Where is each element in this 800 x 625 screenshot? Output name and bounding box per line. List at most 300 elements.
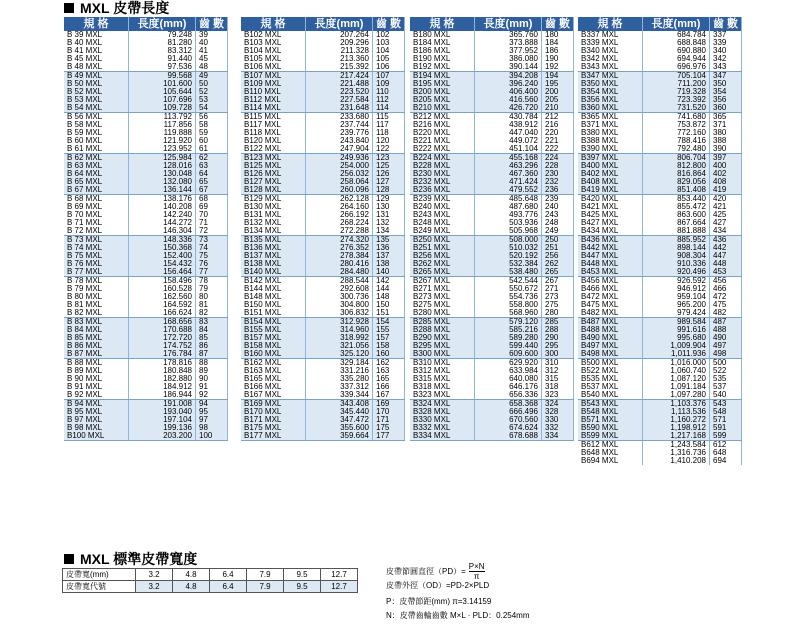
belt-teeth-cell: 136 xyxy=(373,244,405,252)
belt-length-cell: 520.192 xyxy=(475,252,542,260)
belt-length-cell: 505.968 xyxy=(475,227,542,236)
belt-length-cell: 908.304 xyxy=(643,252,710,260)
belt-spec-cell: B 39 MXL xyxy=(64,31,129,39)
belt-length-cell: 264.160 xyxy=(306,203,373,211)
belt-length-cell: 694.944 xyxy=(643,55,710,63)
belt-teeth-cell: 104 xyxy=(373,47,405,55)
belt-spec-cell: B232 MXL xyxy=(410,178,475,186)
belt-length-cell: 347.472 xyxy=(306,416,373,424)
belt-teeth-cell: 347 xyxy=(710,72,742,81)
col-header-spec: 規 格 xyxy=(578,17,643,31)
belt-length-cell: 991.616 xyxy=(643,326,710,334)
belt-spec-cell: B 53 MXL xyxy=(64,96,129,104)
belt-spec-cell: B420 MXL xyxy=(578,195,643,204)
belt-length-cell: 223.520 xyxy=(306,88,373,96)
belt-length-cell: 863.600 xyxy=(643,211,710,219)
belt-spec-cell: B103 MXL xyxy=(241,39,306,47)
belt-length-cell: 554.736 xyxy=(475,293,542,301)
belt-teeth-cell: 402 xyxy=(710,170,742,178)
belt-spec-cell: B371 MXL xyxy=(578,121,643,129)
belt-teeth-cell: 41 xyxy=(196,47,228,55)
belt-teeth-cell: 571 xyxy=(710,416,742,424)
belt-length-cell: 542.544 xyxy=(475,277,542,286)
belt-length-cell: 211.328 xyxy=(306,47,373,55)
belt-spec-cell: B318 MXL xyxy=(410,383,475,391)
belt-spec-cell: B 45 MXL xyxy=(64,55,129,63)
width-code: 12.7 xyxy=(321,581,358,593)
belt-length-cell: 426.720 xyxy=(475,104,542,113)
belt-spec-cell: B109 MXL xyxy=(241,80,306,88)
belt-teeth-cell: 200 xyxy=(542,88,574,96)
belt-teeth-cell: 67 xyxy=(196,186,228,195)
belt-length-cell: 881.888 xyxy=(643,227,710,236)
belt-spec-cell: B453 MXL xyxy=(578,268,643,277)
belt-length-cell: 99.568 xyxy=(129,72,196,81)
belt-length-cell: 1,097.280 xyxy=(643,391,710,400)
belt-length-table xyxy=(578,17,742,465)
belt-spec-cell: B144 MXL xyxy=(241,285,306,293)
belt-teeth-cell: 232 xyxy=(542,178,574,186)
belt-teeth-cell: 339 xyxy=(710,39,742,47)
belt-length-cell: 256.032 xyxy=(306,170,373,178)
belt-length-cell: 629.920 xyxy=(475,359,542,368)
belt-length-cell: 386.080 xyxy=(475,55,542,63)
belt-teeth-cell: 177 xyxy=(373,432,405,441)
belt-spec-cell: B 58 MXL xyxy=(64,121,129,129)
belt-length-cell: 156.464 xyxy=(129,268,196,277)
belt-length-cell: 331.216 xyxy=(306,367,373,375)
belt-teeth-cell: 103 xyxy=(373,39,405,47)
belt-teeth-cell: 425 xyxy=(710,211,742,219)
belt-length-cell: 656.336 xyxy=(475,391,542,400)
belt-length-cell: 97.536 xyxy=(129,63,196,72)
belt-spec-cell: B290 MXL xyxy=(410,334,475,342)
belt-spec-cell: B334 MXL xyxy=(410,432,475,441)
col-header-teeth: 齒 數 xyxy=(542,17,574,31)
width-row-label: 皮帶寬代號 xyxy=(63,581,136,593)
belt-teeth-cell: 128 xyxy=(373,186,405,195)
belt-length-cell: 467.360 xyxy=(475,170,542,178)
section-title-width xyxy=(64,551,197,567)
belt-teeth-cell: 290 xyxy=(542,334,574,342)
belt-length-cell: 792.480 xyxy=(643,145,710,154)
belt-length-cell: 292.608 xyxy=(306,285,373,293)
belt-spec-cell: B 91 MXL xyxy=(64,383,129,391)
belt-length-cell: 197.104 xyxy=(129,416,196,424)
belt-teeth-cell: 475 xyxy=(710,301,742,309)
belt-length-cell: 280.416 xyxy=(306,260,373,268)
belt-spec-cell: B224 MXL xyxy=(410,154,475,163)
belt-spec-cell: B288 MXL xyxy=(410,326,475,334)
belt-spec-cell: B194 MXL xyxy=(410,72,475,81)
belt-teeth-cell: 155 xyxy=(373,326,405,334)
belt-spec-cell: B 74 MXL xyxy=(64,244,129,252)
table-header-row xyxy=(241,17,405,31)
belt-spec-cell: B402 MXL xyxy=(578,170,643,178)
belt-teeth-cell: 167 xyxy=(373,391,405,400)
belt-length-cell: 121.920 xyxy=(129,137,196,145)
belt-teeth-cell: 380 xyxy=(710,129,742,137)
belt-length-cell: 125.984 xyxy=(129,154,196,163)
belt-teeth-cell: 135 xyxy=(373,236,405,245)
belt-spec-cell: B195 MXL xyxy=(410,80,475,88)
belt-spec-cell: B354 MXL xyxy=(578,88,643,96)
belt-teeth-cell: 251 xyxy=(542,244,574,252)
belt-spec-cell: B100 MXL xyxy=(64,432,129,441)
belt-length-cell: 140.208 xyxy=(129,203,196,211)
belt-teeth-cell: 39 xyxy=(196,31,228,39)
width-code: 6.4 xyxy=(210,581,247,593)
belt-teeth-cell: 132 xyxy=(373,219,405,227)
belt-teeth-cell: 129 xyxy=(373,195,405,204)
belt-length-cell: 666.496 xyxy=(475,408,542,416)
belt-spec-cell: B 49 MXL xyxy=(64,72,129,81)
belt-spec-cell: B 82 MXL xyxy=(64,309,129,318)
belt-length-cell: 191.008 xyxy=(129,400,196,409)
width-row-code xyxy=(63,581,358,593)
belt-teeth-cell: 324 xyxy=(542,400,574,409)
belt-length-cell: 91.440 xyxy=(129,55,196,63)
col-header-teeth: 齒 數 xyxy=(710,17,742,31)
belt-spec-cell: B 61 MXL xyxy=(64,145,129,154)
belt-spec-cell: B 77 MXL xyxy=(64,268,129,277)
belt-teeth-cell: 105 xyxy=(373,55,405,63)
belt-teeth-cell: 79 xyxy=(196,285,228,293)
belt-teeth-cell: 180 xyxy=(542,31,574,39)
belt-teeth-cell: 230 xyxy=(542,170,574,178)
belt-spec-cell: B104 MXL xyxy=(241,47,306,55)
belt-length-cell: 885.952 xyxy=(643,236,710,245)
belt-length-cell: 1,316.736 xyxy=(643,449,710,457)
belt-teeth-cell: 52 xyxy=(196,88,228,96)
belt-length-cell: 128.016 xyxy=(129,162,196,170)
belt-spec-cell: B535 MXL xyxy=(578,375,643,383)
belt-length-cell: 373.888 xyxy=(475,39,542,47)
belt-spec-cell: B390 MXL xyxy=(578,145,643,154)
belt-spec-cell: B427 MXL xyxy=(578,219,643,227)
belt-teeth-cell: 343 xyxy=(710,63,742,72)
belt-teeth-cell: 332 xyxy=(542,424,574,432)
belt-spec-cell: B 84 MXL xyxy=(64,326,129,334)
belt-spec-cell: B157 MXL xyxy=(241,334,306,342)
belt-teeth-cell: 390 xyxy=(710,145,742,154)
table-header-row xyxy=(64,17,228,31)
belt-spec-cell: B163 MXL xyxy=(241,367,306,375)
belt-teeth-cell: 138 xyxy=(373,260,405,268)
belt-teeth-cell: 134 xyxy=(373,227,405,236)
belt-teeth-cell: 142 xyxy=(373,277,405,286)
belt-length-cell: 239.776 xyxy=(306,129,373,137)
belt-teeth-cell: 271 xyxy=(542,285,574,293)
belt-length-cell: 314.960 xyxy=(306,326,373,334)
belt-spec-cell: B205 MXL xyxy=(410,96,475,104)
belt-length-cell: 105.644 xyxy=(129,88,196,96)
belt-spec-cell: B112 MXL xyxy=(241,96,306,104)
belt-length-cell: 284.480 xyxy=(306,268,373,277)
col-header-length: 長度(mm) xyxy=(475,17,542,31)
belt-spec-cell: B648 MXL xyxy=(578,449,643,457)
belt-spec-cell: B 54 MXL xyxy=(64,104,129,113)
belt-spec-cell: B466 MXL xyxy=(578,285,643,293)
belt-teeth-cell: 388 xyxy=(710,137,742,145)
belt-spec-cell: B 76 MXL xyxy=(64,260,129,268)
belt-length-cell: 184.912 xyxy=(129,383,196,391)
belt-spec-cell: B612 MXL xyxy=(578,441,643,450)
belt-length-cell: 711.200 xyxy=(643,80,710,88)
belt-spec-cell: B342 MXL xyxy=(578,55,643,63)
belt-spec-cell: B397 MXL xyxy=(578,154,643,163)
belt-length-cell: 359.664 xyxy=(306,432,373,441)
belt-teeth-cell: 548 xyxy=(710,408,742,416)
belt-length-cell: 117.856 xyxy=(129,121,196,129)
belt-length-cell: 449.072 xyxy=(475,137,542,145)
belt-length-cell: 209.296 xyxy=(306,39,373,47)
belt-teeth-cell: 122 xyxy=(373,145,405,154)
belt-teeth-cell: 487 xyxy=(710,318,742,327)
section-title-length xyxy=(64,0,169,16)
belt-teeth-cell: 126 xyxy=(373,170,405,178)
belt-teeth-cell: 107 xyxy=(373,72,405,81)
belt-teeth-cell: 100 xyxy=(196,432,228,441)
belt-spec-cell: B 89 MXL xyxy=(64,367,129,375)
belt-teeth-cell: 175 xyxy=(373,424,405,432)
belt-spec-cell: B162 MXL xyxy=(241,359,306,368)
belt-teeth-cell: 221 xyxy=(542,137,574,145)
belt-spec-cell: B262 MXL xyxy=(410,260,475,268)
belt-teeth-cell: 62 xyxy=(196,154,228,163)
belt-teeth-cell: 106 xyxy=(373,63,405,72)
belt-spec-cell: B 80 MXL xyxy=(64,293,129,301)
belt-spec-cell: B571 MXL xyxy=(578,416,643,424)
belt-length-cell: 243.840 xyxy=(306,137,373,145)
belt-length-cell: 79.248 xyxy=(129,31,196,39)
belt-spec-cell: B 52 MXL xyxy=(64,88,129,96)
belt-spec-cell: B448 MXL xyxy=(578,260,643,268)
belt-teeth-cell: 315 xyxy=(542,375,574,383)
belt-spec-cell: B323 MXL xyxy=(410,391,475,400)
belt-length-cell: 910.336 xyxy=(643,260,710,268)
belt-teeth-cell: 92 xyxy=(196,391,228,400)
belt-spec-cell: B365 MXL xyxy=(578,113,643,122)
belt-length-cell: 390.144 xyxy=(475,63,542,72)
width-code: 9.5 xyxy=(284,581,321,593)
belt-teeth-cell: 447 xyxy=(710,252,742,260)
belt-length-cell: 227.584 xyxy=(306,96,373,104)
belt-teeth-cell: 342 xyxy=(710,55,742,63)
belt-teeth-cell: 328 xyxy=(542,408,574,416)
belt-length-cell: 995.680 xyxy=(643,334,710,342)
belt-spec-cell: B421 MXL xyxy=(578,203,643,211)
belt-teeth-cell: 240 xyxy=(542,203,574,211)
belt-length-cell: 144.272 xyxy=(129,219,196,227)
width-code: 4.8 xyxy=(173,581,210,593)
belt-length-cell: 325.120 xyxy=(306,350,373,359)
belt-teeth-cell: 228 xyxy=(542,162,574,170)
belt-teeth-cell: 537 xyxy=(710,383,742,391)
belt-spec-cell: B 98 MXL xyxy=(64,424,129,432)
belt-spec-cell: B436 MXL xyxy=(578,236,643,245)
belt-spec-cell: B256 MXL xyxy=(410,252,475,260)
belt-teeth-cell: 310 xyxy=(542,359,574,368)
belt-teeth-cell: 275 xyxy=(542,301,574,309)
belt-length-cell: 170.688 xyxy=(129,326,196,334)
belt-teeth-cell: 466 xyxy=(710,285,742,293)
belt-teeth-cell: 86 xyxy=(196,342,228,350)
belt-teeth-cell: 249 xyxy=(542,227,574,236)
belt-length-cell: 152.400 xyxy=(129,252,196,260)
belt-length-cell: 312.928 xyxy=(306,318,373,327)
belt-spec-cell: B123 MXL xyxy=(241,154,306,163)
belt-teeth-cell: 222 xyxy=(542,145,574,154)
belt-length-cell: 146.304 xyxy=(129,227,196,236)
belt-spec-cell: B 59 MXL xyxy=(64,129,129,137)
width-row-mm xyxy=(63,569,358,581)
belt-spec-cell: B300 MXL xyxy=(410,350,475,359)
table-row xyxy=(410,432,574,441)
belt-spec-cell: B590 MXL xyxy=(578,424,643,432)
belt-spec-cell: B118 MXL xyxy=(241,129,306,137)
belt-length-cell: 306.832 xyxy=(306,309,373,318)
belt-teeth-cell: 170 xyxy=(373,408,405,416)
belt-length-cell: 335.280 xyxy=(306,375,373,383)
belt-teeth-cell: 356 xyxy=(710,96,742,104)
belt-length-cell: 276.352 xyxy=(306,244,373,252)
belt-teeth-cell: 109 xyxy=(373,80,405,88)
belt-spec-cell: B212 MXL xyxy=(410,113,475,122)
belt-teeth-cell: 371 xyxy=(710,121,742,129)
belt-length-cell: 438.912 xyxy=(475,121,542,129)
table-header-row xyxy=(410,17,574,31)
belt-spec-cell: B128 MXL xyxy=(241,186,306,195)
belt-spec-cell: B285 MXL xyxy=(410,318,475,327)
belt-spec-cell: B186 MXL xyxy=(410,47,475,55)
belt-length-cell: 345.440 xyxy=(306,408,373,416)
belt-spec-cell: B177 MXL xyxy=(241,432,306,441)
width-value: 3.2 xyxy=(136,569,173,581)
belt-length-cell: 1,410.208 xyxy=(643,457,710,465)
belt-teeth-cell: 442 xyxy=(710,244,742,252)
belt-length-cell: 979.424 xyxy=(643,309,710,318)
belt-teeth-cell: 68 xyxy=(196,195,228,204)
belt-length-cell: 288.544 xyxy=(306,277,373,286)
belt-length-cell: 162.560 xyxy=(129,293,196,301)
belt-spec-cell: B107 MXL xyxy=(241,72,306,81)
belt-spec-cell: B 73 MXL xyxy=(64,236,129,245)
belt-spec-cell: B540 MXL xyxy=(578,391,643,400)
belt-spec-cell: B131 MXL xyxy=(241,211,306,219)
belt-teeth-cell: 137 xyxy=(373,252,405,260)
table-header-row xyxy=(578,17,742,31)
belt-spec-cell: B190 MXL xyxy=(410,55,475,63)
belt-teeth-cell: 220 xyxy=(542,129,574,137)
belt-spec-cell: B340 MXL xyxy=(578,47,643,55)
belt-teeth-cell: 312 xyxy=(542,367,574,375)
belt-teeth-cell: 148 xyxy=(373,293,405,301)
belt-length-cell: 231.648 xyxy=(306,104,373,113)
belt-teeth-cell: 160 xyxy=(373,350,405,359)
belt-spec-cell: B184 MXL xyxy=(410,39,475,47)
belt-length-cell: 485.648 xyxy=(475,195,542,204)
belt-teeth-cell: 114 xyxy=(373,104,405,113)
belt-spec-cell: B265 MXL xyxy=(410,268,475,277)
belt-length-cell: 233.680 xyxy=(306,113,373,122)
belt-teeth-cell: 195 xyxy=(542,80,574,88)
width-table xyxy=(62,568,358,593)
col-header-length: 長度(mm) xyxy=(643,17,710,31)
length-table-2 xyxy=(241,17,405,441)
belt-spec-cell: B482 MXL xyxy=(578,309,643,318)
belt-spec-cell: B 63 MXL xyxy=(64,162,129,170)
belt-spec-cell: B 56 MXL xyxy=(64,113,129,122)
belt-length-cell: 1,011.936 xyxy=(643,350,710,359)
belt-spec-cell: B 71 MXL xyxy=(64,219,129,227)
belt-teeth-cell: 273 xyxy=(542,293,574,301)
belt-spec-cell: B500 MXL xyxy=(578,359,643,368)
belt-length-cell: 254.000 xyxy=(306,162,373,170)
length-table-3 xyxy=(410,17,574,441)
belt-teeth-cell: 300 xyxy=(542,350,574,359)
belt-length-cell: 855.472 xyxy=(643,203,710,211)
belt-length-cell: 829.056 xyxy=(643,178,710,186)
belt-spec-cell: B419 MXL xyxy=(578,186,643,195)
belt-spec-cell: B167 MXL xyxy=(241,391,306,400)
belt-length-cell: 343.408 xyxy=(306,400,373,409)
belt-length-cell: 1,016.000 xyxy=(643,359,710,368)
belt-length-cell: 806.704 xyxy=(643,154,710,163)
belt-spec-cell: B 85 MXL xyxy=(64,334,129,342)
belt-spec-cell: B120 MXL xyxy=(241,137,306,145)
belt-teeth-cell: 280 xyxy=(542,309,574,318)
belt-spec-cell: B165 MXL xyxy=(241,375,306,383)
belt-teeth-cell: 154 xyxy=(373,318,405,327)
belt-length-cell: 178.816 xyxy=(129,359,196,368)
belt-teeth-cell: 448 xyxy=(710,260,742,268)
belt-spec-cell: B249 MXL xyxy=(410,227,475,236)
belt-teeth-cell: 162 xyxy=(373,359,405,368)
belt-teeth-cell: 350 xyxy=(710,80,742,88)
belt-teeth-cell: 54 xyxy=(196,104,228,113)
belt-spec-cell: B136 MXL xyxy=(241,244,306,252)
belt-spec-cell: B 92 MXL xyxy=(64,391,129,400)
belt-spec-cell: B475 MXL xyxy=(578,301,643,309)
belt-teeth-cell: 115 xyxy=(373,113,405,122)
belt-teeth-cell: 69 xyxy=(196,203,228,211)
belt-spec-cell: B110 MXL xyxy=(241,88,306,96)
pd-denominator: π xyxy=(473,572,480,581)
belt-teeth-cell: 72 xyxy=(196,227,228,236)
belt-length-cell: 816.864 xyxy=(643,170,710,178)
belt-length-cell: 959.104 xyxy=(643,293,710,301)
belt-spec-cell: B332 MXL xyxy=(410,424,475,432)
belt-teeth-cell: 186 xyxy=(542,47,574,55)
belt-length-cell: 207.264 xyxy=(306,31,373,39)
belt-teeth-cell: 80 xyxy=(196,293,228,301)
table-row xyxy=(64,432,228,441)
width-value: 9.5 xyxy=(284,569,321,581)
belt-spec-cell: B 81 MXL xyxy=(64,301,129,309)
belt-length-cell: 989.584 xyxy=(643,318,710,327)
belt-spec-cell: B312 MXL xyxy=(410,367,475,375)
belt-length-cell: 213.360 xyxy=(306,55,373,63)
belt-length-cell: 898.144 xyxy=(643,244,710,252)
belt-length-cell: 589.280 xyxy=(475,334,542,342)
belt-teeth-cell: 210 xyxy=(542,104,574,113)
belt-spec-cell: B273 MXL xyxy=(410,293,475,301)
width-code: 3.2 xyxy=(136,581,173,593)
belt-spec-cell: B328 MXL xyxy=(410,408,475,416)
belt-spec-cell: B267 MXL xyxy=(410,277,475,286)
belt-spec-cell: B 97 MXL xyxy=(64,416,129,424)
